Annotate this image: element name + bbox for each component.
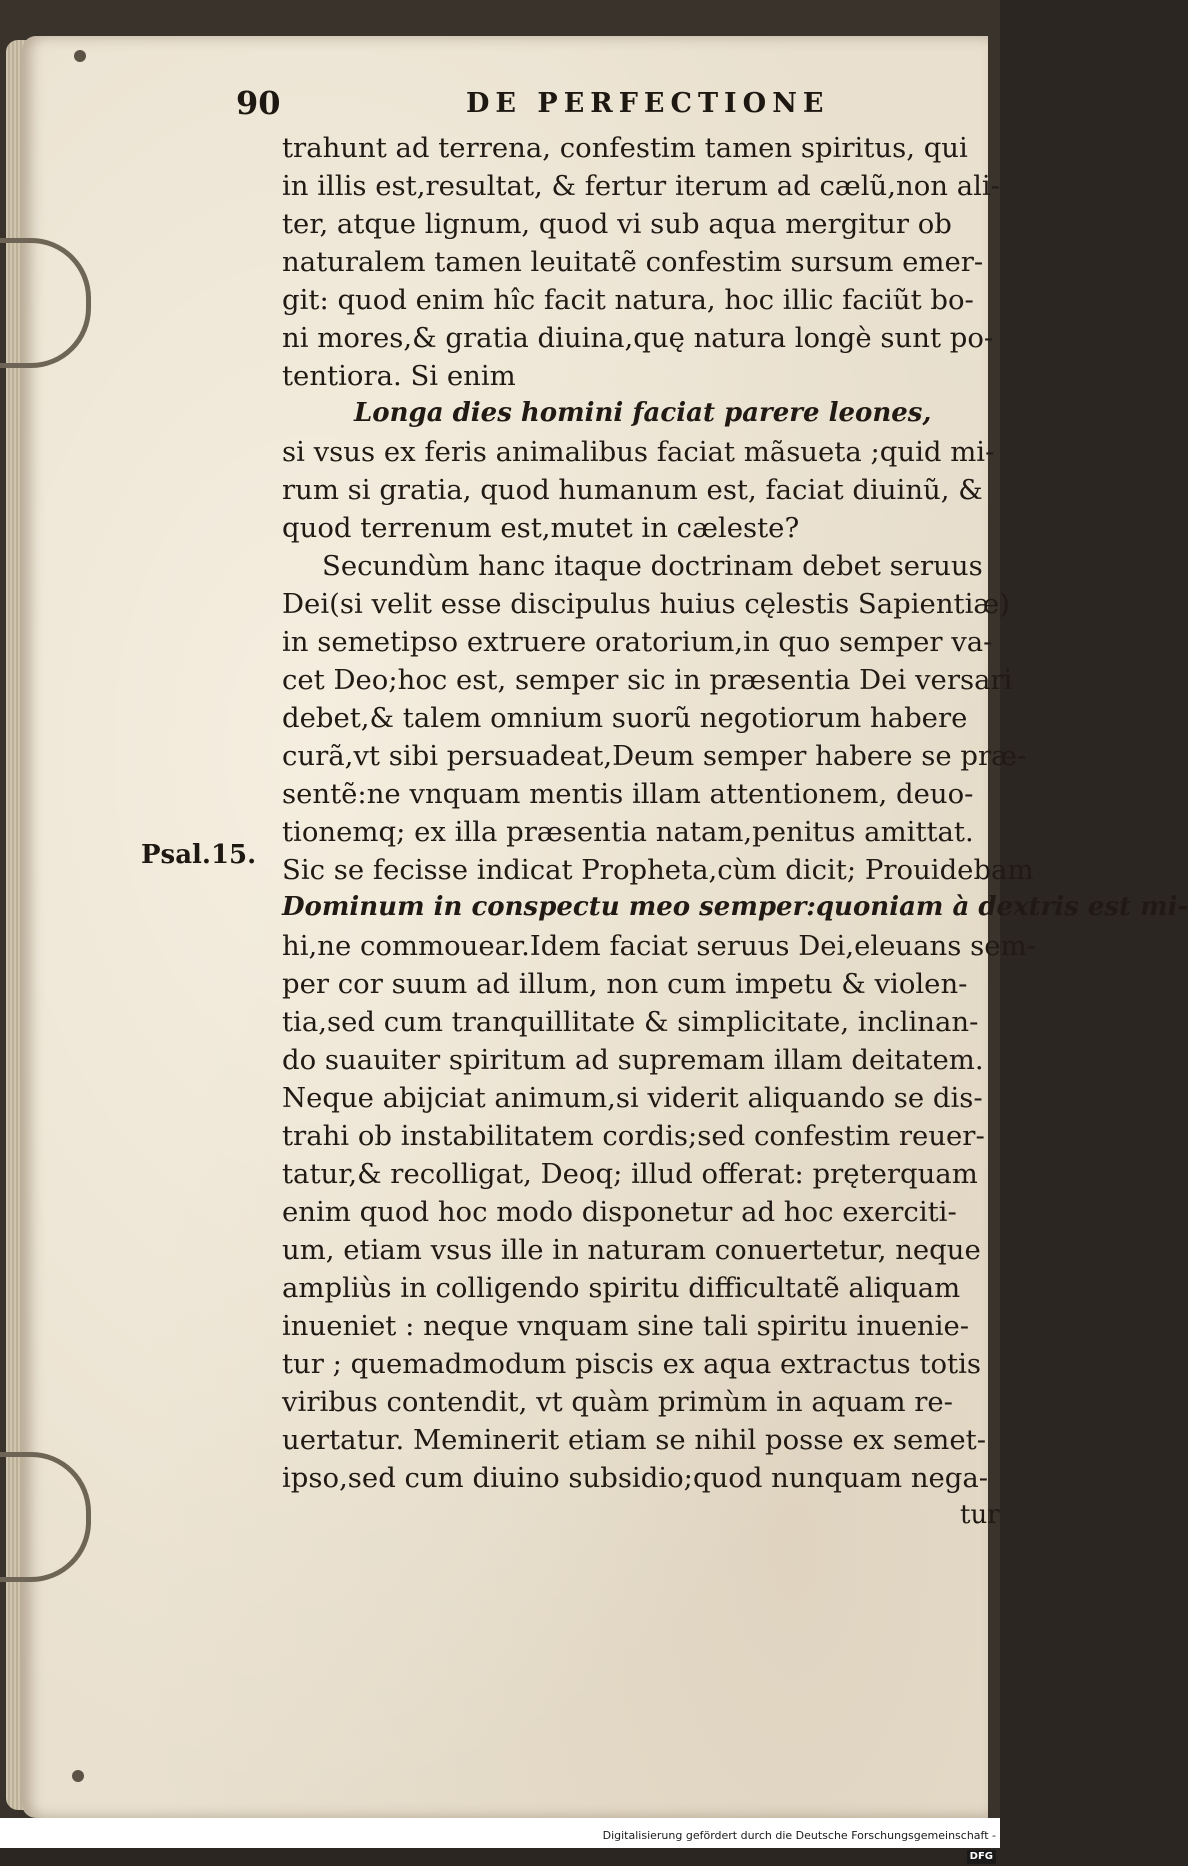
text-line: Neque abijciat animum,si viderit aliquando se dis- — [282, 1082, 983, 1114]
dfg-logo: DFG — [967, 1850, 996, 1864]
catchword: tur — [960, 1500, 1000, 1530]
text-line: hi,ne commouear.Idem faciat seruus Dei,eleuans sem- — [282, 930, 1036, 962]
text-line: ni mores,& gratia diuina,quę natura longè sunt po- — [282, 322, 994, 354]
text-line: enim quod hoc modo disponetur ad hoc exerciti- — [282, 1196, 957, 1228]
text-line: ter, atque lignum, quod vi sub aqua mergitur ob — [282, 208, 952, 240]
text-line: sentẽ:ne vnquam mentis illam attentionem, deuo- — [282, 778, 974, 810]
quotation-line: Dominum in conspectu meo semper:quoniam à dextris est mi- — [282, 892, 1188, 922]
verse-line: Longa dies homini faciat parere leones, — [354, 398, 932, 428]
page-header — [236, 84, 996, 134]
paragraph-start-line: Secundùm hanc itaque doctrinam debet seruus — [322, 550, 983, 582]
text-line: viribus contendit, vt quàm primùm in aquam re- — [282, 1386, 953, 1418]
text-line: in semetipso extruere oratorium,in quo semper va- — [282, 626, 993, 658]
text-line: tur ; quemadmodum piscis ex aqua extractus totis — [282, 1348, 981, 1380]
text-line: inueniet : neque vnquam sine tali spiritu inuenie- — [282, 1310, 970, 1342]
text-line: ampliùs in colligendo spiritu difficultatẽ aliquam — [282, 1272, 961, 1304]
text-line: tia,sed cum tranquillitate & simplicitate, inclinan- — [282, 1006, 979, 1038]
text-line: debet,& talem omnium suorũ negotiorum habere — [282, 702, 968, 734]
text-line: ipso,sed cum diuino subsidio;quod nunquam nega- — [282, 1462, 989, 1494]
text-line: uertatur. Meminerit etiam se nihil posse ex semet- — [282, 1424, 986, 1456]
page-hole-bottom — [72, 1770, 84, 1782]
text-line: tentiora. Si enim — [282, 360, 516, 392]
text-line: cet Deo;hoc est, semper sic in præsentia Dei versari — [282, 664, 1013, 696]
text-line: do suauiter spiritum ad supremam illam deitatem. — [282, 1044, 984, 1076]
margin-note: Psal.15. — [141, 840, 257, 870]
page-number: 90 — [236, 84, 281, 122]
text-line: tionemq; ex illa præsentia natam,penitus amittat. — [282, 816, 974, 848]
text-line: Sic se fecisse indicat Propheta,cùm dicit; Prouidebam — [282, 854, 1034, 886]
text-line: tatur,& recolligat, Deoq; illud offerat: pręterquam — [282, 1158, 978, 1190]
page-hole-top — [74, 50, 86, 62]
text-line: si vsus ex feris animalibus faciat mãsueta ;quid mi- — [282, 436, 995, 468]
text-line: trahi ob instabilitatem cordis;sed confestim reuer- — [282, 1120, 985, 1152]
credit-text: Digitalisierung gefördert durch die Deutsche Forschungsgemeinschaft - — [602, 1829, 996, 1842]
running-head: DE PERFECTIONE — [466, 88, 830, 119]
text-line: Dei(si velit esse discipulus huius cęlestis Sapientiæ) — [282, 588, 1010, 620]
text-line: rum si gratia, quod humanum est, faciat diuinũ, & — [282, 474, 983, 506]
text-line: curã,vt sibi persuadeat,Deum semper habere se præ- — [282, 740, 1027, 772]
text-line: quod terrenum est,mutet in cæleste? — [282, 512, 800, 544]
digitization-credit — [600, 1826, 1000, 1862]
text-line: um, etiam vsus ille in naturam conuertetur, neque — [282, 1234, 981, 1266]
text-line: per cor suum ad illum, non cum impetu & violen- — [282, 968, 968, 1000]
text-line: naturalem tamen leuitatẽ confestim sursum emer- — [282, 246, 984, 278]
text-line: git: quod enim hîc facit natura, hoc illic faciũt bo- — [282, 284, 974, 316]
text-line: in illis est,resultat, & fertur iterum ad cælũ,non ali- — [282, 170, 1000, 202]
text-line: trahunt ad terrena, confestim tamen spiritus, qui — [282, 132, 968, 164]
